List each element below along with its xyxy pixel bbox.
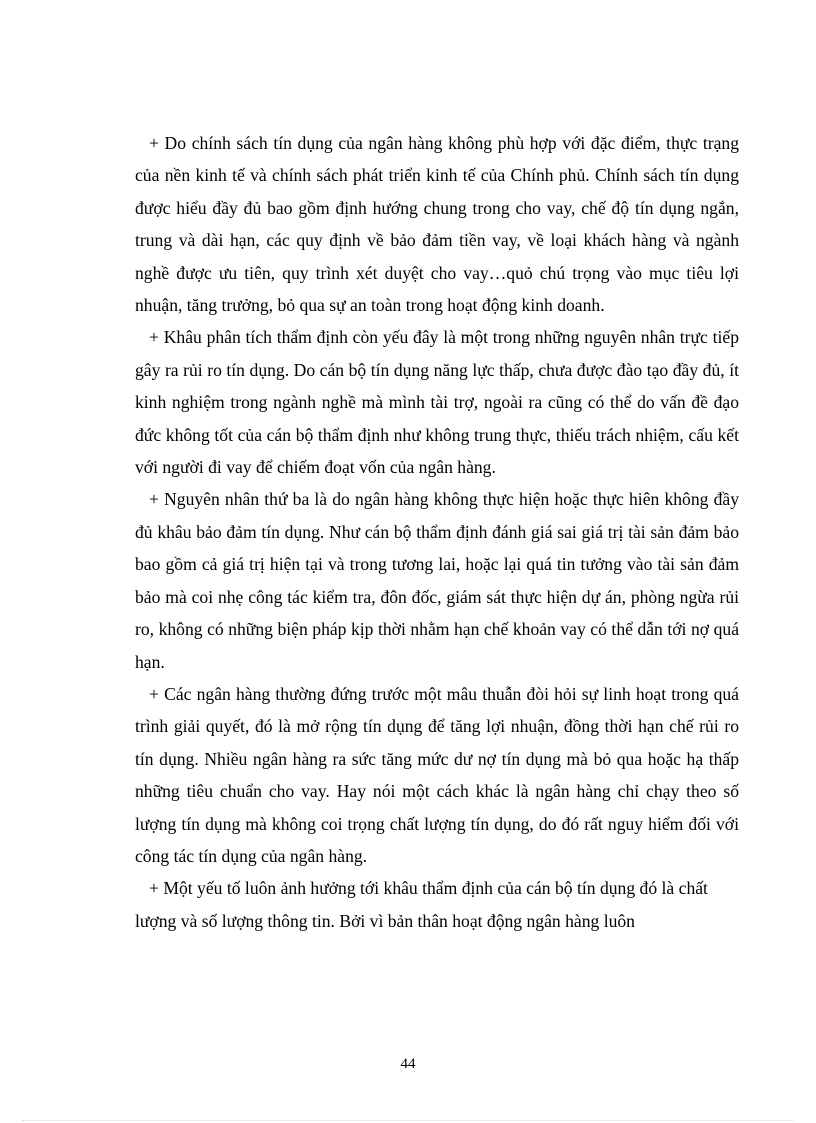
paragraph-credit-policy: + Do chính sách tín dụng của ngân hàng không phù hợp với đặc điểm, thực trạng của nền kinh tế và chính sách phát triển kinh tế của Chính phủ. Chính sách tín dụng được hiểu đầy đủ bao gồm định hướng chung trong cho vay, chế độ tín dụng ngắn, trung và dài hạn, các quy định về bảo đảm tiền vay, về loại khách hàng và ngành nghề được ưu tiên, quy trình xét duyệt cho vay…quỏ chú trọng vào mục tiêu lợi nhuận, tăng trưởng, bỏ qua sự an toàn trong hoạt động kinh doanh. — [135, 133, 739, 316]
body-text — [135, 127, 739, 937]
paragraph-appraisal-weakness: + Khâu phân tích thẩm định còn yếu đây là một trong những nguyên nhân trực tiếp gây ra rủi ro tín dụng. Do cán bộ tín dụng năng lực thấp, chưa được đào tạo đầy đủ, ít kinh nghiệm trong ngành nghề mà mình tài trợ, ngoài ra cũng có thể do vấn đề đạo đức không tốt của cán bộ thẩm định như không trung thực, thiếu trách nhiệm, cấu kết với người đi vay để chiếm đoạt vốn của ngân hàng. — [135, 327, 739, 478]
paragraph-collateral: + Nguyên nhân thứ ba là do ngân hàng không thực hiện hoặc thực hiên không đầy đủ khâu bảo đảm tín dụng. Như cán bộ thẩm định đánh giá sai giá trị tài sản đảm bảo bao gồm cả giá trị hiện tại và trong tương lai, hoặc lại quá tin tưởng vào tài sản đảm bảo mà coi nhẹ công tác kiểm tra, đôn đốc, giám sát thực hiện dự án, phòng ngừa rủi ro, không có những biện pháp kịp thời nhằm hạn chế khoản vay có thể dẫn tới nợ quá hạn. — [135, 489, 739, 672]
paragraph-growth-vs-risk: + Các ngân hàng thường đứng trước một mâu thuẫn đòi hỏi sự linh hoạt trong quá trình giải quyết, đó là mở rộng tín dụng để tăng lợi nhuận, đồng thời hạn chế rủi ro tín dụng. Nhiều ngân hàng ra sức tăng mức dư nợ tín dụng mà bỏ qua hoặc hạ thấp những tiêu chuẩn cho vay. Hay nói một cách khác là ngân hàng chỉ chạy theo số lượng tín dụng mà không coi trọng chất lượng tín dụng, do đó rất nguy hiểm đối với công tác tín dụng của ngân hàng. — [135, 683, 739, 866]
paragraph-information-quality: + Một yếu tố luôn ảnh hưởng tới khâu thẩm định của cán bộ tín dụng đó là chất lượng và số lượng thông tin. Bởi vì bản thân hoạt động ngân hàng luôn — [135, 878, 708, 931]
page-bottom-divider — [22, 1120, 794, 1121]
page-number: 44 — [400, 1056, 416, 1072]
